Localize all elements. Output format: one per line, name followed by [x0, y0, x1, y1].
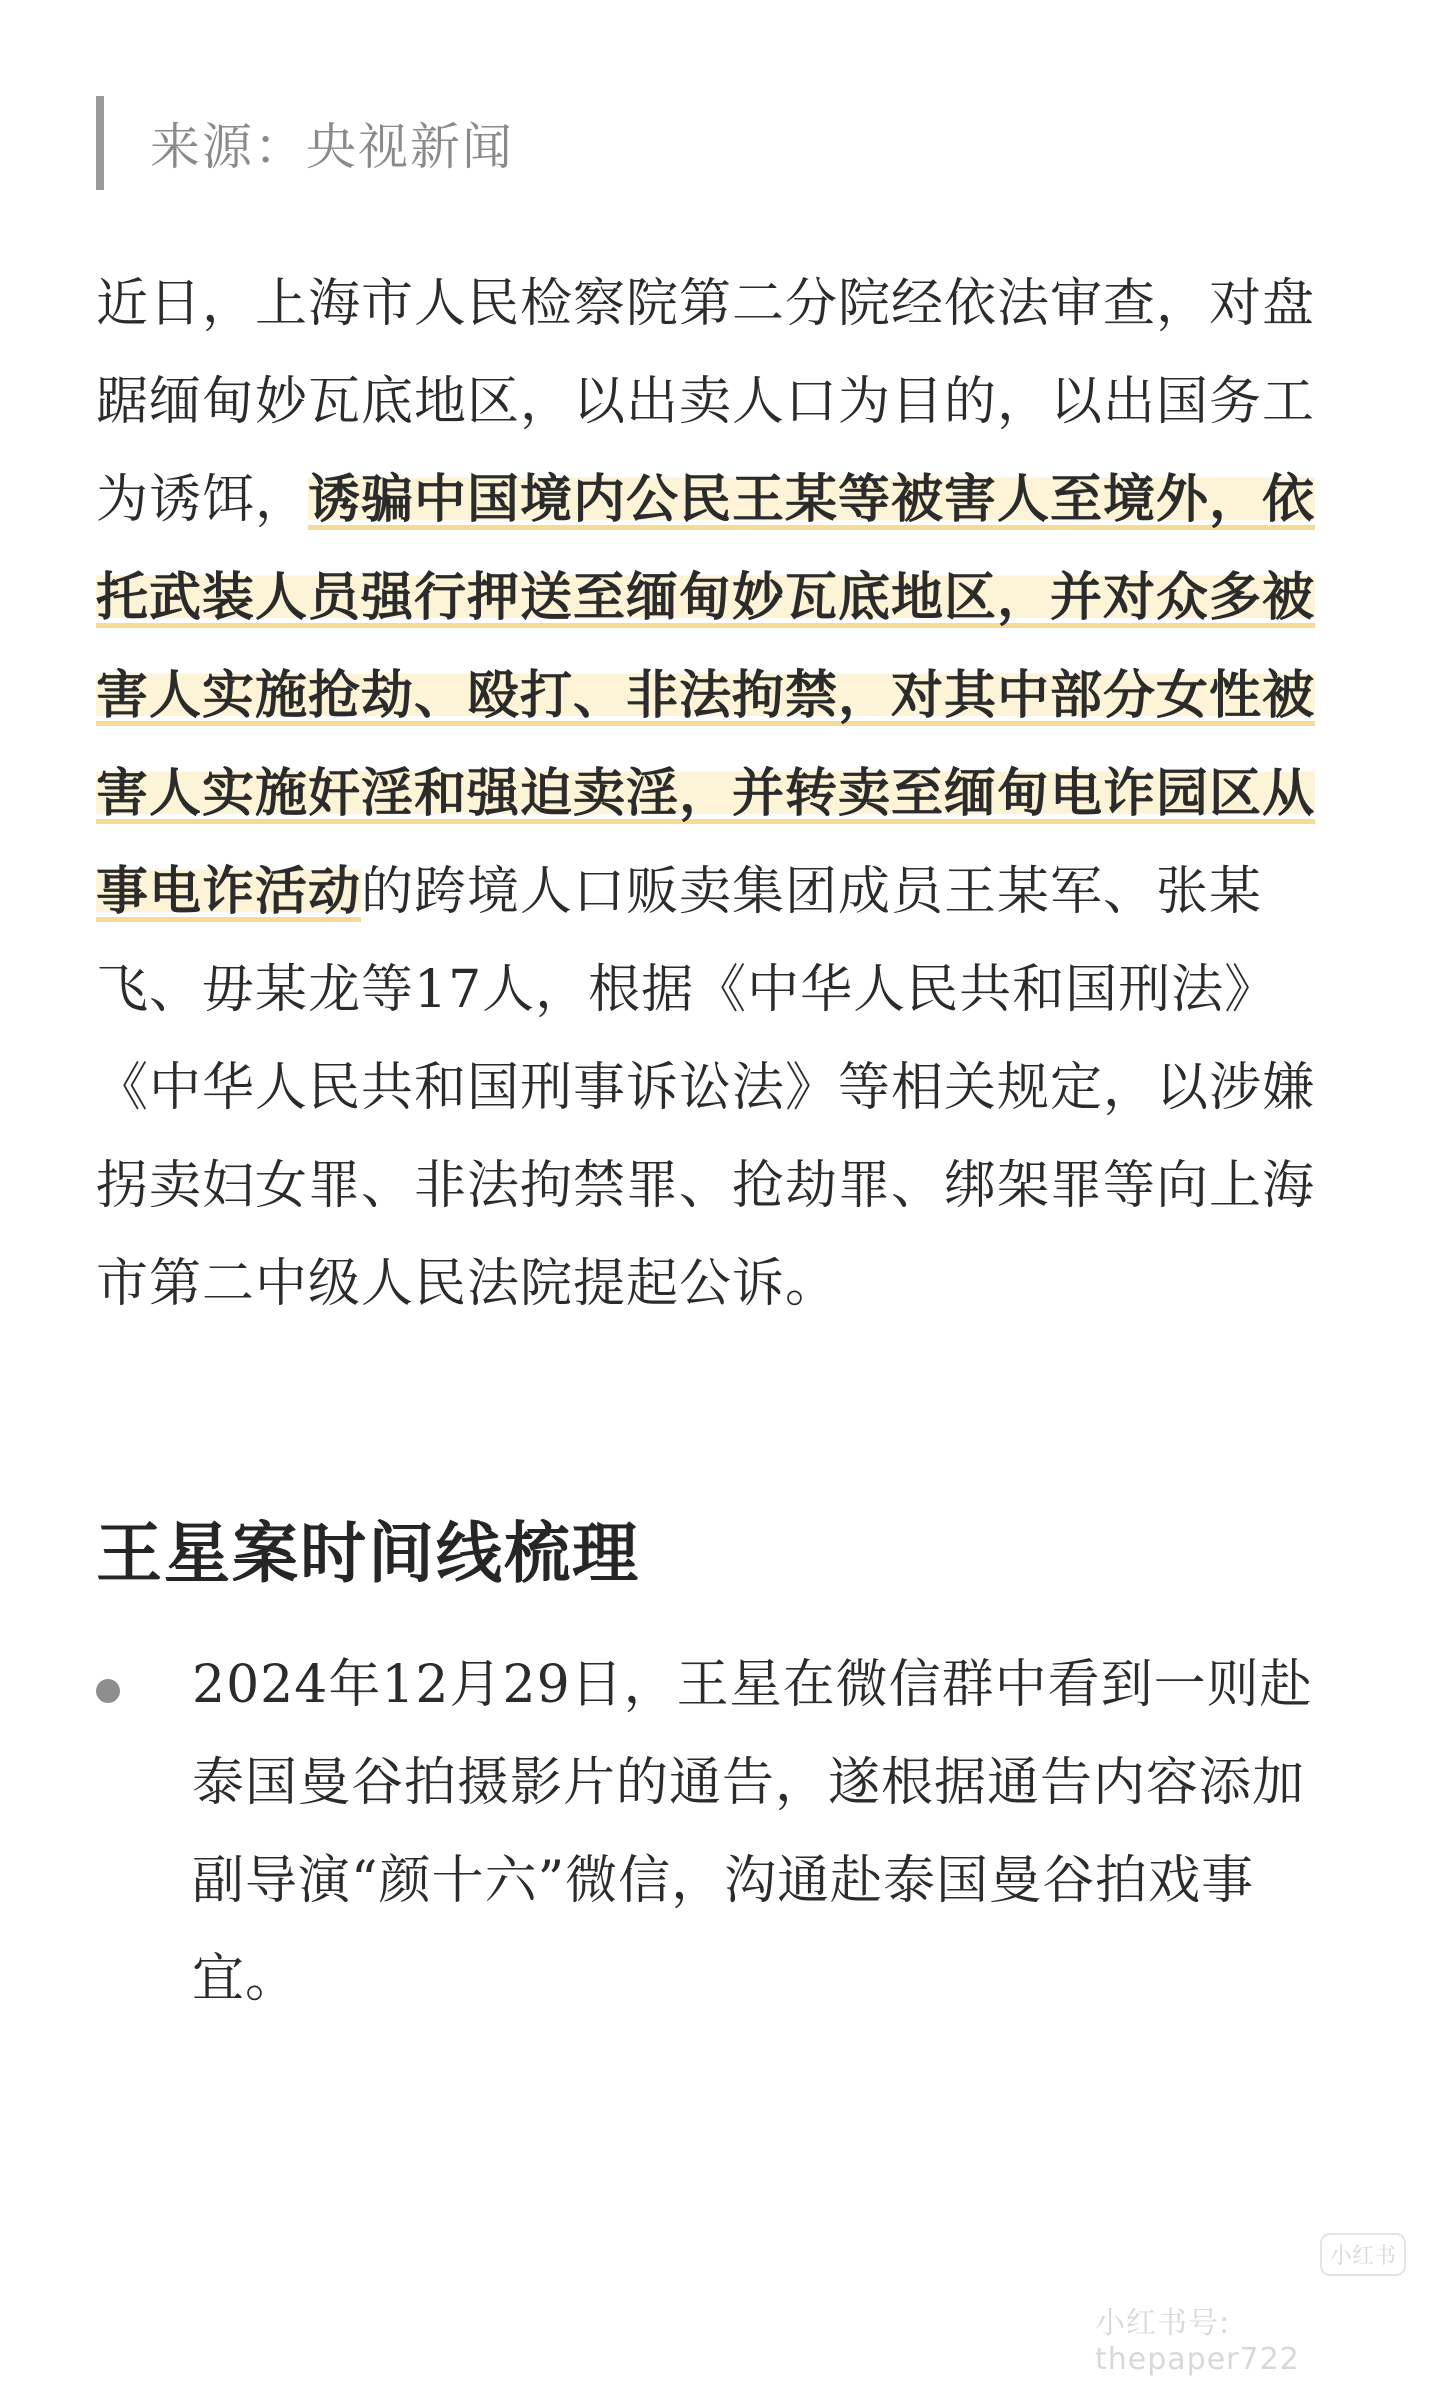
bullet-dot-icon: [96, 1679, 120, 1703]
source-label: 来源：央视新闻: [150, 118, 514, 176]
watermark-text: 小红书号: thepaper722: [1095, 2306, 1300, 2377]
source-quote: [96, 96, 514, 190]
paragraph-lead-text: 近日，上海市人民检察院第二分院经依法审查，对盘踞缅甸妙瓦底地区，以出卖人口为目的，以出国务工为诱饵，: [96, 274, 1316, 530]
section-heading: 王星案时间线梳理: [96, 1514, 640, 1592]
article-paragraph: [96, 255, 1346, 1333]
watermark-logo: 小红书: [1320, 2233, 1406, 2276]
timeline-item-text: 2024年12月29日，王星在微信群中看到一则赴泰国曼谷拍摄影片的通告，遂根据通告内容添加副导演“颜十六”微信，沟通赴泰国曼谷拍戏事宜。: [192, 1655, 1313, 2009]
highlighted-text: 诱骗中国境内公民王某等被害人至境外，依托武装人员强行押送至缅甸妙瓦底地区，并对众多被害人实施抢劫、殴打、非法拘禁，对其中部分女性被害人实施奸淫和强迫卖淫，并转卖至缅甸电诈园区从事电诈活动: [96, 469, 1316, 922]
paragraph-tail-text: 的跨境人口贩卖集团成员王某军、张某飞、毋某龙等17人，根据《中华人民共和国刑法》《中华人民共和国刑事诉讼法》等相关规定，以涉嫌拐卖妇女罪、非法拘禁罪、抢劫罪、绑架罪等向上海市第二中级人民法院提起公诉。: [96, 862, 1316, 1314]
